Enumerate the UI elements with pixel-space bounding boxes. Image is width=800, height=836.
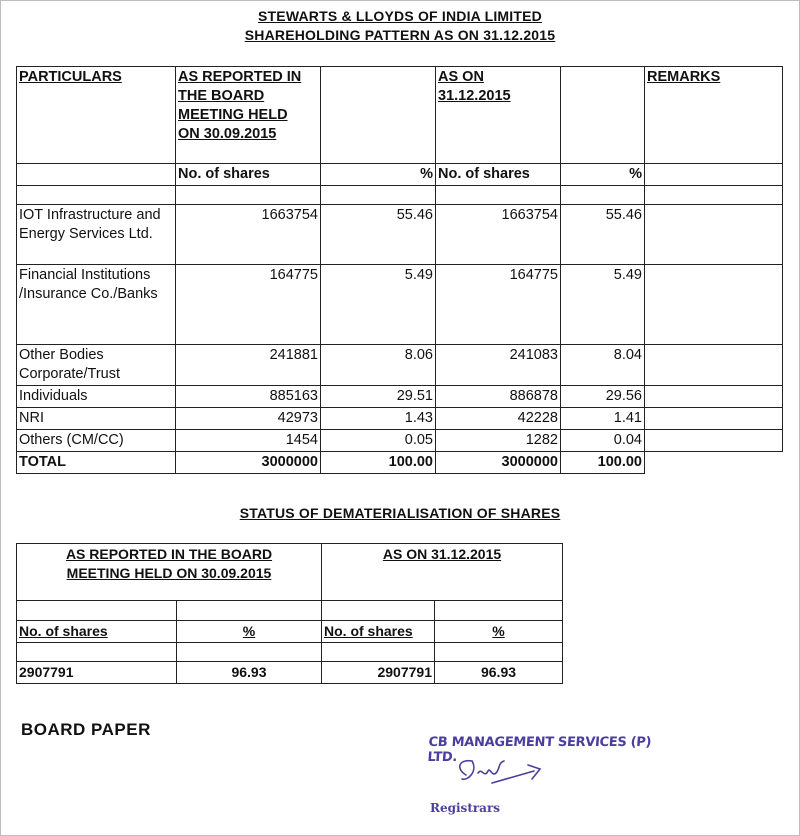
board-paper-label: BOARD PAPER (21, 720, 151, 739)
shares-subheader-now: No. of shares (436, 164, 561, 186)
total-shares-now: 3000000 (436, 452, 561, 474)
pct-subheader-board: % (321, 164, 436, 186)
shareholding-table (16, 66, 783, 474)
row-shares-board: 885163 (176, 386, 321, 408)
row-shares-board: 1454 (176, 430, 321, 452)
row-shares-board: 42973 (176, 408, 321, 430)
demat-shares-label-now: No. of shares (322, 621, 435, 643)
row-particular: Others (CM/CC) (17, 430, 176, 452)
row-remarks (645, 408, 783, 430)
board-meeting-header: AS REPORTED IN THE BOARD MEETING HELD ON 30.09.2015 (176, 67, 321, 164)
remarks-header: REMARKS (645, 67, 783, 164)
demat-spacer-row (17, 643, 563, 662)
shares-subheader-board: No. of shares (176, 164, 321, 186)
table-row (17, 408, 783, 430)
demat-table (16, 543, 563, 684)
table-row (17, 386, 783, 408)
company-title: STEWARTS & LLOYDS OF INDIA LIMITED (258, 8, 542, 24)
row-pct-now: 55.46 (561, 205, 645, 265)
row-shares-now: 164775 (436, 265, 561, 345)
row-remarks (645, 265, 783, 345)
row-shares-now: 1282 (436, 430, 561, 452)
row-pct-board: 55.46 (321, 205, 436, 265)
demat-subheader-row (17, 621, 563, 643)
table-row (17, 430, 783, 452)
demat-pct-board: 96.93 (177, 662, 322, 684)
demat-shares-board: 2907791 (17, 662, 177, 684)
subheader-row (17, 164, 783, 186)
total-pct-board: 100.00 (321, 452, 436, 474)
demat-value-row (17, 662, 563, 684)
report-subtitle: SHAREHOLDING PATTERN AS ON 31.12.2015 (244, 27, 556, 43)
demat-shares-label-board: No. of shares (17, 621, 177, 643)
pct-subheader-now: % (561, 164, 645, 186)
row-shares-board: 164775 (176, 265, 321, 345)
registrar-stamp (428, 735, 668, 820)
demat-title: STATUS OF DEMATERIALISATION OF SHARES (239, 505, 561, 521)
demat-pct-now: 96.93 (435, 662, 563, 684)
row-pct-board: 0.05 (321, 430, 436, 452)
table-row (17, 345, 783, 386)
demat-header-row (17, 544, 563, 601)
particulars-header: PARTICULARS (17, 67, 176, 164)
row-pct-board: 8.06 (321, 345, 436, 386)
row-pct-board: 29.51 (321, 386, 436, 408)
demat-as-on-header: AS ON 31.12.2015 (322, 544, 563, 601)
table-row (17, 205, 783, 265)
demat-shares-now: 2907791 (322, 662, 435, 684)
total-label: TOTAL (17, 452, 176, 474)
row-remarks (645, 430, 783, 452)
row-pct-now: 0.04 (561, 430, 645, 452)
row-particular: Other Bodies Corporate/Trust (17, 345, 176, 386)
row-particular: Individuals (17, 386, 176, 408)
row-remarks (645, 345, 783, 386)
total-shares-board: 3000000 (176, 452, 321, 474)
row-pct-now: 1.41 (561, 408, 645, 430)
row-shares-now: 1663754 (436, 205, 561, 265)
row-shares-board: 1663754 (176, 205, 321, 265)
demat-pct-label-board: % (177, 621, 322, 643)
demat-spacer-row (17, 601, 563, 621)
row-pct-now: 29.56 (561, 386, 645, 408)
as-on-header: AS ON 31.12.2015 (436, 67, 561, 164)
row-shares-board: 241881 (176, 345, 321, 386)
row-pct-now: 8.04 (561, 345, 645, 386)
row-shares-now: 886878 (436, 386, 561, 408)
row-pct-now: 5.49 (561, 265, 645, 345)
stamp-role: Registrars (430, 801, 501, 815)
stamp-company-name: CB MANAGEMENT SERVICES (P) LTD. (426, 735, 652, 765)
demat-board-header: AS REPORTED IN THE BOARD MEETING HELD ON 30.09.2015 (17, 544, 322, 601)
row-remarks (645, 386, 783, 408)
row-pct-board: 5.49 (321, 265, 436, 345)
demat-pct-label-now: % (435, 621, 563, 643)
header-row (17, 67, 783, 164)
row-particular: NRI (17, 408, 176, 430)
row-pct-board: 1.43 (321, 408, 436, 430)
row-particular: Financial Institutions /Insurance Co./Banks (17, 265, 176, 345)
row-shares-now: 42228 (436, 408, 561, 430)
spacer-row (17, 186, 783, 205)
signature-icon (448, 749, 568, 799)
table-row (17, 265, 783, 345)
row-particular: IOT Infrastructure and Energy Services Ltd. (17, 205, 176, 265)
row-shares-now: 241083 (436, 345, 561, 386)
total-pct-now: 100.00 (561, 452, 645, 474)
total-row (17, 452, 783, 474)
row-remarks (645, 205, 783, 265)
